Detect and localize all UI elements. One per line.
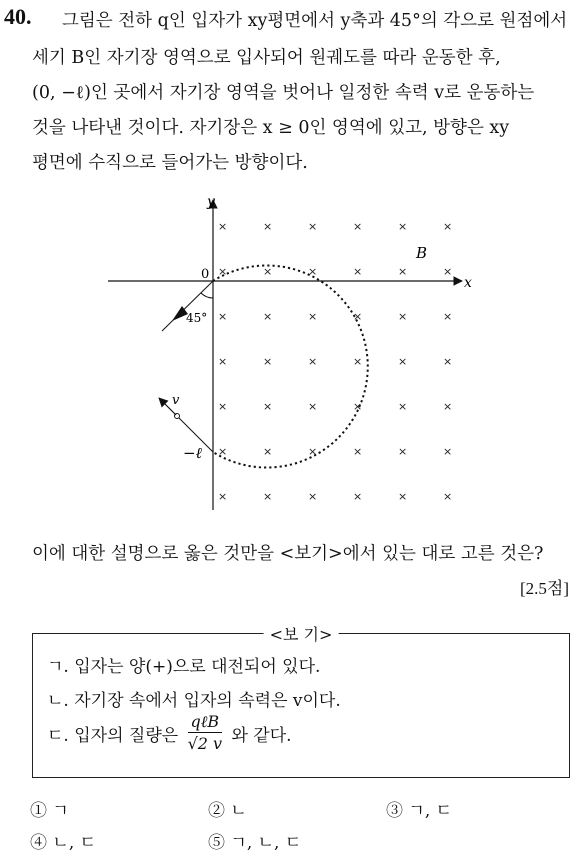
field-cross-mark: × xyxy=(398,265,408,278)
field-cross-mark: × xyxy=(443,355,453,368)
mass-fraction xyxy=(188,712,223,755)
field-cross-mark: × xyxy=(218,445,228,458)
field-cross-mark: × xyxy=(308,400,318,413)
field-cross-mark: × xyxy=(353,400,363,413)
origin-label: 0 xyxy=(201,267,210,282)
y-axis-label: y xyxy=(207,194,215,210)
field-label: B xyxy=(416,244,428,262)
bogi-box xyxy=(32,625,570,778)
bogi-title: <보 기> xyxy=(264,622,339,645)
field-cross-mark: × xyxy=(218,265,228,278)
field-cross-mark: × xyxy=(263,445,273,458)
field-cross-mark: × xyxy=(308,265,318,278)
field-crosses xyxy=(218,220,452,503)
angle-label: 45° xyxy=(186,311,208,325)
neg-l-label: −ℓ xyxy=(183,444,202,462)
field-cross-mark: × xyxy=(308,355,318,368)
field-cross-mark: × xyxy=(353,490,363,503)
bogi-item-1: ㄱ. 입자는 양(+)으로 대전되어 있다. xyxy=(47,657,321,677)
choice-4[interactable]: ④ ㄴ, ㄷ xyxy=(30,833,97,853)
choice-5[interactable]: ⑤ ㄱ, ㄴ, ㄷ xyxy=(208,833,302,853)
field-cross-mark: × xyxy=(263,220,273,233)
x-axis-label: x xyxy=(464,275,472,291)
choice-3[interactable]: ③ ㄱ, ㄷ xyxy=(386,801,453,821)
field-cross-mark: × xyxy=(398,400,408,413)
physics-figure xyxy=(100,188,480,518)
field-cross-mark: × xyxy=(443,490,453,503)
field-cross-mark: × xyxy=(353,355,363,368)
bogi-item-2: ㄴ. 자기장 속에서 입자의 속력은 v이다. xyxy=(47,691,341,711)
stem-line-5: 평면에 수직으로 들어가는 방향이다. xyxy=(32,153,308,173)
figure-svg xyxy=(100,188,480,518)
stem-line-1: 그림은 전하 q인 입자가 xy평면에서 y축과 45°의 각으로 원점에서 xyxy=(62,11,568,31)
fraction-numerator: qℓB xyxy=(188,712,223,733)
angle-arc xyxy=(201,293,213,298)
circular-orbit xyxy=(213,266,368,468)
field-cross-mark: × xyxy=(398,445,408,458)
field-cross-mark: × xyxy=(308,310,318,323)
field-cross-mark: × xyxy=(443,265,453,278)
field-cross-mark: × xyxy=(308,490,318,503)
points-label: [2.5점] xyxy=(520,579,569,598)
field-cross-mark: × xyxy=(398,310,408,323)
velocity-label: v xyxy=(172,393,180,408)
field-cross-mark: × xyxy=(263,400,273,413)
question-number: 40. xyxy=(4,4,32,29)
field-cross-mark: × xyxy=(263,490,273,503)
stem-line-3: (0, −ℓ)인 곳에서 자기장 영역을 벗어나 일정한 속력 v로 운동하는 xyxy=(32,83,535,103)
field-cross-mark: × xyxy=(443,220,453,233)
field-cross-mark: × xyxy=(218,400,228,413)
field-cross-mark: × xyxy=(263,310,273,323)
choice-2[interactable]: ② ㄴ xyxy=(208,801,247,821)
field-cross-mark: × xyxy=(353,220,363,233)
field-cross-mark: × xyxy=(398,490,408,503)
field-cross-mark: × xyxy=(443,310,453,323)
field-cross-mark: × xyxy=(308,445,318,458)
field-cross-mark: × xyxy=(353,310,363,323)
field-cross-mark: × xyxy=(353,445,363,458)
field-cross-mark: × xyxy=(218,490,228,503)
field-cross-mark: × xyxy=(263,355,273,368)
field-cross-mark: × xyxy=(263,265,273,278)
question-ask: 이에 대한 설명으로 옳은 것만을 <보기>에서 있는 대로 고른 것은? xyxy=(32,544,544,564)
field-cross-mark: × xyxy=(218,355,228,368)
bogi-item-3 xyxy=(47,712,292,755)
bogi-item-3-suffix: 와 같다. xyxy=(231,726,292,746)
field-cross-mark: × xyxy=(443,400,453,413)
field-cross-mark: × xyxy=(398,355,408,368)
field-cross-mark: × xyxy=(443,445,453,458)
field-cross-mark: × xyxy=(353,265,363,278)
field-cross-mark: × xyxy=(218,220,228,233)
stem-line-2: 세기 B인 자기장 영역으로 입사되어 원궤도를 따라 운동한 후, xyxy=(32,48,501,68)
field-cross-mark: × xyxy=(308,220,318,233)
bogi-item-3-prefix: ㄷ. 입자의 질량은 xyxy=(47,726,179,746)
fraction-denominator: √2 v xyxy=(187,734,223,753)
field-cross-mark: × xyxy=(398,220,408,233)
stem-line-4: 것을 나타낸 것이다. 자기장은 x ≥ 0인 영역에 있고, 방향은 xy xyxy=(32,118,510,138)
field-cross-mark: × xyxy=(218,310,228,323)
choice-1[interactable]: ① ㄱ xyxy=(30,801,69,821)
